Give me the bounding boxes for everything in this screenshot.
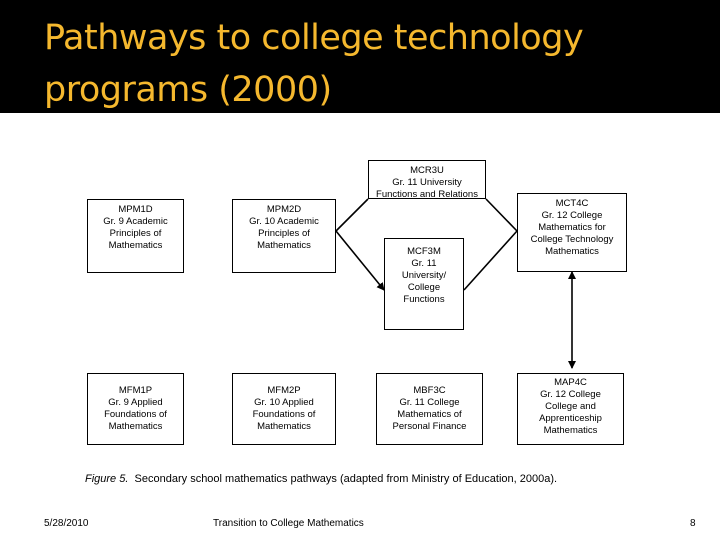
slide-title: Pathways to college technology programs (2000) bbox=[44, 18, 584, 110]
connector-mpm2d-mcf3m bbox=[336, 231, 384, 290]
connector-mcf3m-mct4c bbox=[464, 231, 517, 290]
box-mpm2d: MPM2D Gr. 10 Academic Principles of Mathematics bbox=[232, 199, 336, 273]
box-mbf3c: MBF3C Gr. 11 College Mathematics of Personal Finance bbox=[376, 373, 483, 445]
figure-caption bbox=[85, 473, 557, 485]
footer-title: Transition to College Mathematics bbox=[213, 518, 364, 529]
box-mcf3m: MCF3M Gr. 11 University/ College Functions bbox=[384, 238, 464, 330]
page-number: 8 bbox=[690, 518, 696, 529]
box-map4c: MAP4C Gr. 12 College College and Apprenticeship Mathematics bbox=[517, 373, 624, 445]
footer-date: 5/28/2010 bbox=[44, 518, 89, 529]
box-mct4c: MCT4C Gr. 12 College Mathematics for College Technology Mathematics bbox=[517, 193, 627, 272]
box-mcr3u: MCR3U Gr. 11 University Functions and Relations bbox=[368, 160, 486, 199]
connector-mpm2d-mcr3u bbox=[336, 199, 368, 231]
connector-mcr3u-mct4c bbox=[486, 199, 517, 231]
box-mfm1p: MFM1P Gr. 9 Applied Foundations of Mathematics bbox=[87, 373, 184, 445]
box-mpm1d: MPM1D Gr. 9 Academic Principles of Mathematics bbox=[87, 199, 184, 273]
box-mfm2p: MFM2P Gr. 10 Applied Foundations of Mathematics bbox=[232, 373, 336, 445]
figure-label: Figure 5. bbox=[85, 473, 129, 485]
figure-caption-text: Secondary school mathematics pathways (adapted from Ministry of Education, 2000a). bbox=[134, 473, 558, 485]
